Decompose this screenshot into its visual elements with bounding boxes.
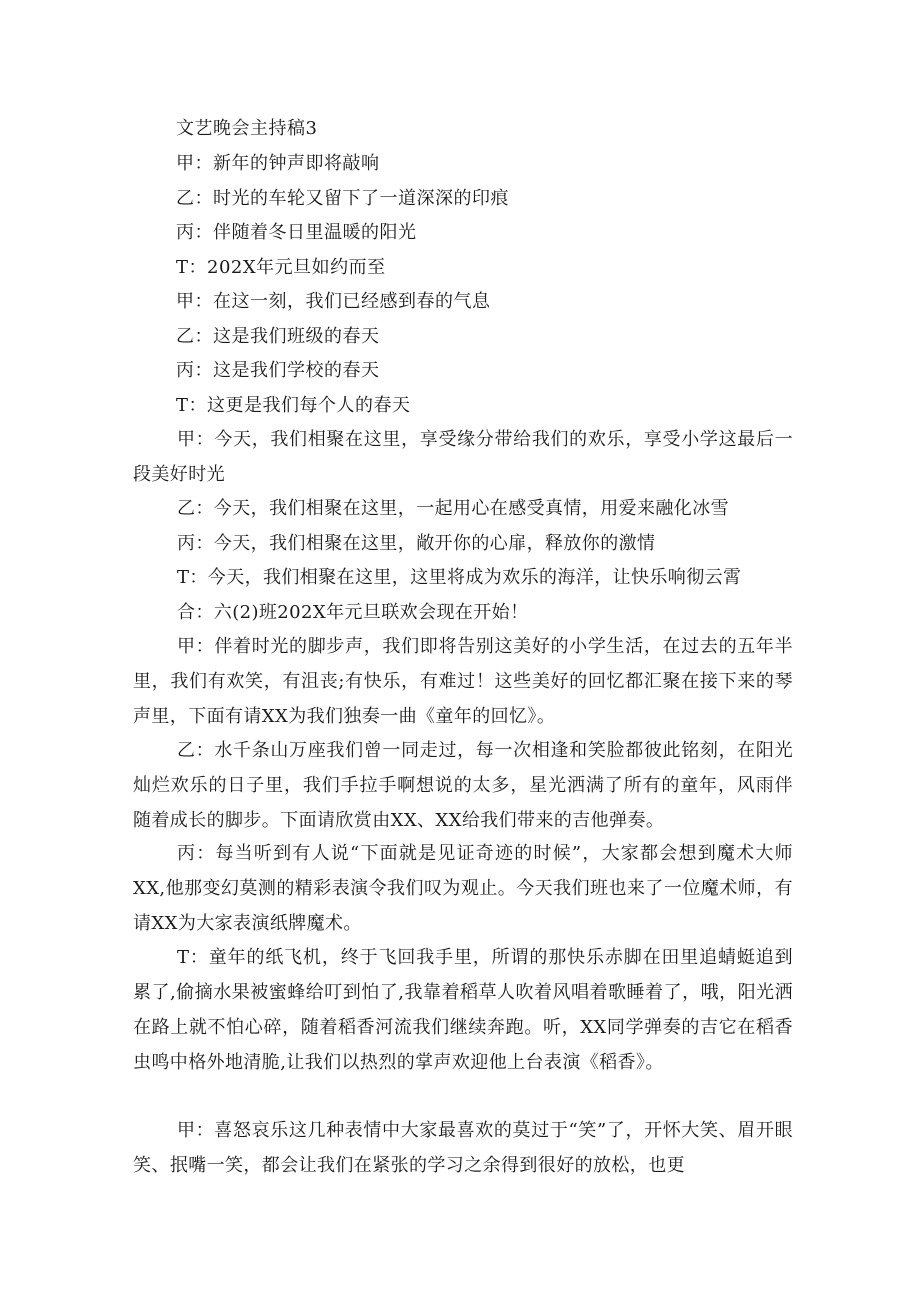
- script-paragraph: 乙：今天，我们相聚在这里，一起用心在感受真情，用爱来融化冰雪: [177, 498, 729, 519]
- document-title: 文艺晚会主持稿3: [176, 118, 318, 139]
- script-line: 乙：这是我们班级的春天: [176, 326, 380, 347]
- script-paragraph: 丙：每当听到有人说“下面就是见证奇迹的时候”，大家都会想到魔术大师XX,他那变幻莫测的精彩表演令我们叹为观止。今天我们班也来了一位魔术师，有请XX为大家表演纸牌魔术。: [133, 843, 793, 934]
- script-line: 乙：时光的车轮又留下了一道深深的印痕: [176, 188, 509, 209]
- script-line: T：这更是我们每个人的春天: [176, 395, 411, 416]
- script-paragraph: T：今天，我们相聚在这里，这里将成为欢乐的海洋，让快乐响彻云霄: [177, 567, 742, 588]
- script-paragraph: 甲：伴着时光的脚步声，我们即将告别这美好的小学生活，在过去的五年半里，我们有欢笑，有沮丧;有快乐，有难过！这些美好的回忆都汇聚在接下来的琴声里，下面有请XX为我们独奏一曲《童年的回忆》。: [133, 636, 793, 727]
- script-paragraph: 甲：喜怒哀乐这几种表情中大家最喜欢的莫过于“笑”了，开怀大笑、眉开眼笑、抿嘴一笑，都会让我们在紧张的学习之余得到很好的放松，也更: [133, 1120, 793, 1176]
- script-paragraph: 合：六(2)班202X年元旦联欢会现在开始！: [177, 602, 529, 623]
- script-paragraph: 甲：今天，我们相聚在这里，享受缘分带给我们的欢乐，享受小学这最后一段美好时光: [133, 429, 793, 485]
- script-line: 丙：伴随着冬日里温暖的阳光: [176, 222, 417, 243]
- script-line: 丙：这是我们学校的春天: [176, 360, 380, 381]
- script-line: T：202X年元旦如约而至: [176, 257, 386, 278]
- script-line: 甲：新年的钟声即将敲响: [176, 153, 380, 174]
- script-paragraph: 丙：今天，我们相聚在这里，敞开你的心扉，释放你的激情: [177, 533, 656, 554]
- script-line: 甲：在这一刻，我们已经感到春的气息: [176, 291, 491, 312]
- script-paragraph: 乙：水千条山万座我们曾一同走过，每一次相逢和笑脸都彼此铭刻，在阳光灿烂欢乐的日子里，我们手拉手啊想说的太多，星光洒满了所有的童年，风雨伴随着成长的脚步。下面请欣赏由XX、XX给我们带来的吉他弹奏。: [133, 740, 793, 831]
- script-paragraph: T：童年的纸飞机，终于飞回我手里，所谓的那快乐赤脚在田里追蜻蜓追到累了,偷摘水果被蜜蜂给叮到怕了,我靠着稻草人吹着风唱着歌睡着了，哦，阳光洒在路上就不怕心碎，随着稻香河流我们继续奔跑。听，XX同学弹奏的吉它在稻香虫鸣中格外地清脆,让我们以热烈的掌声欢迎他上台表演《稻香》。: [133, 947, 793, 1073]
